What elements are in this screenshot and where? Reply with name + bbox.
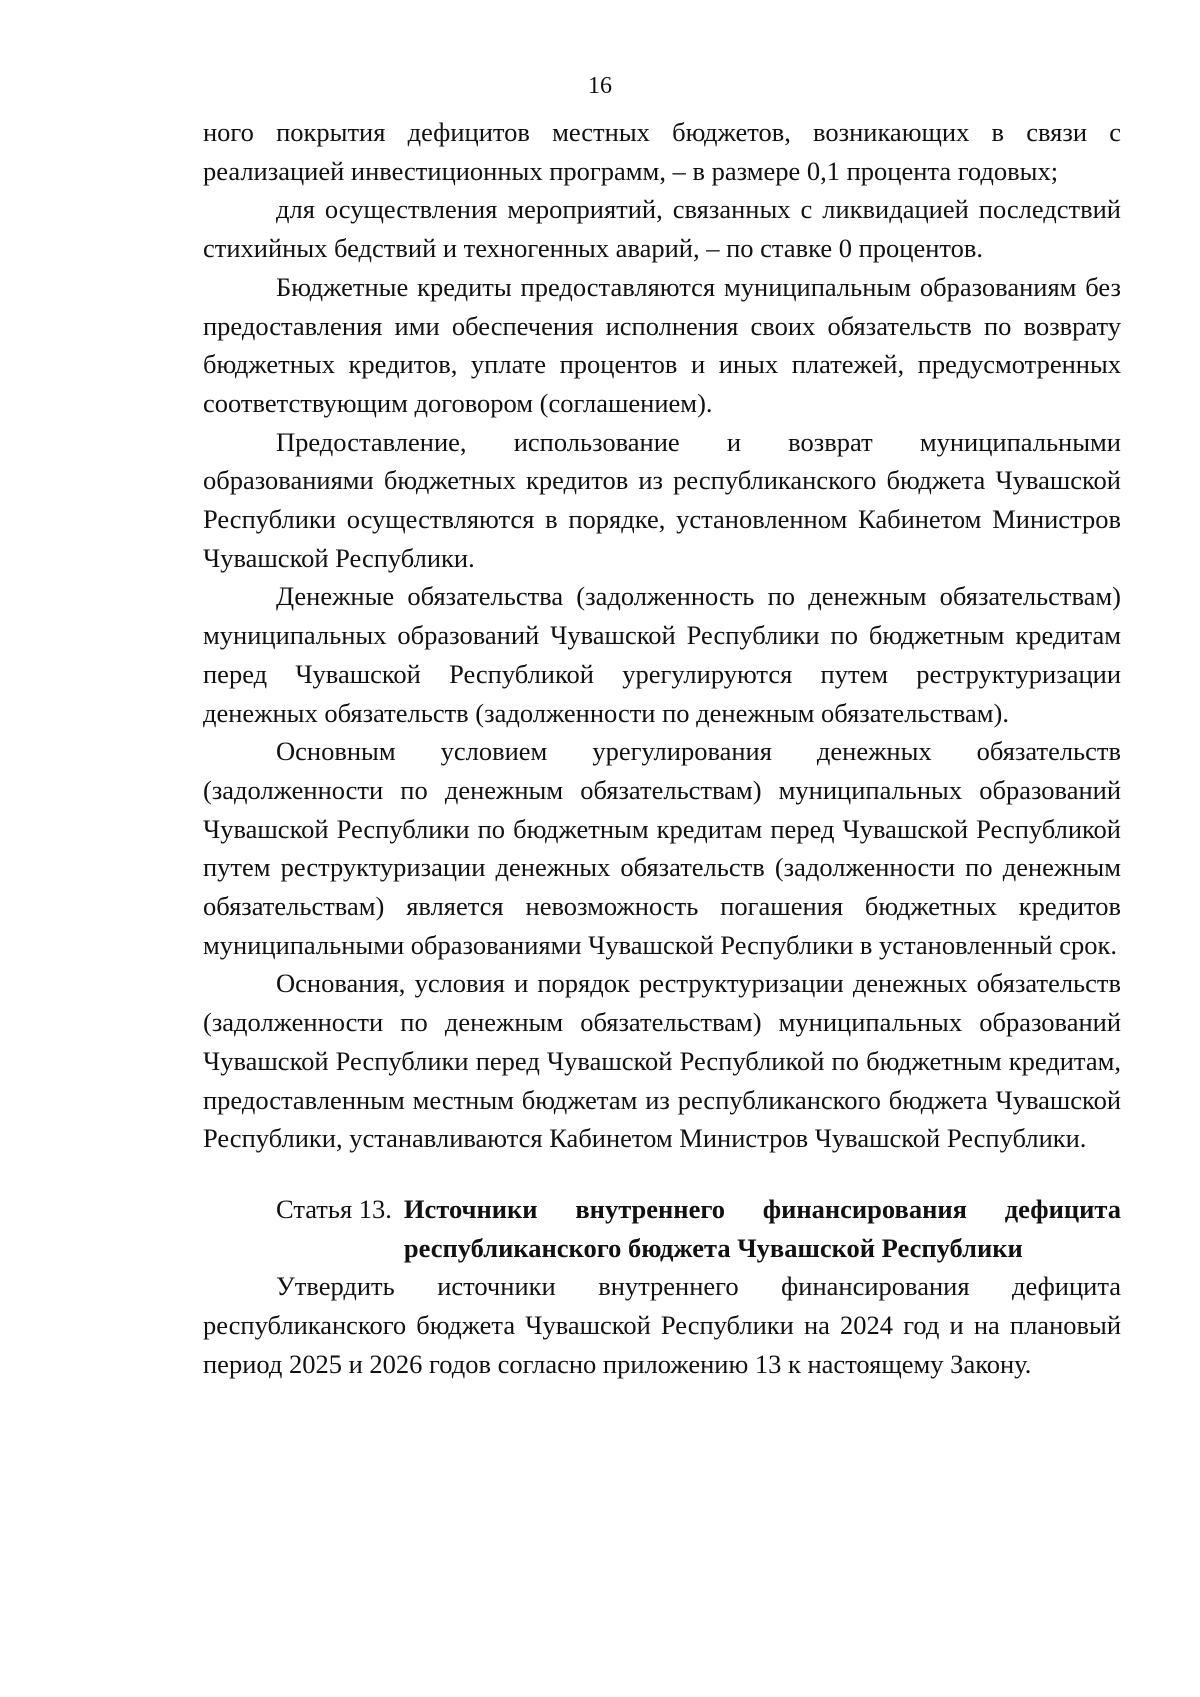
paragraph: Денежные обязательства (задолженность по денежным обязательствам) муниципальных образований Чувашской Республики по бюджетным кредитам перед Чувашской Республикой урегулируются путем реструктуризации денежных обязательств (задолженности по денежным обязательствам). <box>203 581 1121 728</box>
article-number: Статья 13. <box>276 1193 392 1224</box>
paragraph: Предоставление, использование и возврат муниципальными образованиями бюджетных кредитов из республиканского бюджета Чувашской Республики осуществляются в порядке, установленном Кабинетом Министров Чувашской Республики. <box>203 426 1121 573</box>
article-title: Источники внутреннего финансирования дефицита республиканского бюджета Чувашской Республики <box>403 1193 1121 1263</box>
paragraph: Основным условием урегулирования денежных обязательств (задолженности по денежным обязательствам) муниципальных образований Чувашской Республики по бюджетным кредитам перед Чувашской Республикой путем реструктуризации денежных обязательств (задолженности по денежным обязательствам) является невозможность погашения бюджетных кредитов муниципальными образованиями Чувашской Республики в установленный срок. <box>203 736 1121 960</box>
paragraph: Основания, условия и порядок реструктуризации денежных обязательств (задолженности по денежным обязательствам) муниципальных образований Чувашской Республики перед Чувашской Республикой по бюджетным кредитам, предоставленным местным бюджетам из республиканского бюджета Чувашской Республики, устанавливаются Кабинетом Министров Чувашской Республики. <box>203 968 1121 1154</box>
article-text: Утвердить источники внутреннего финансирования дефицита республиканского бюджета Чувашской Республики на 2024 год и на плановый период 2025 и 2026 годов согласно приложению 13 к настоящему Закону. <box>203 1271 1121 1379</box>
document-body <box>203 113 1121 1384</box>
paragraph: Бюджетные кредиты предоставляются муниципальным образованиям без предоставления ими обеспечения исполнения своих обязательств по возврату бюджетных кредитов, уплате процентов и иных платежей, предусмотренных соответствующим договором (соглашением). <box>203 271 1121 418</box>
paragraph-continuation: ного покрытия дефицитов местных бюджетов, возникающих в связи с реализацией инвестиционных программ, – в размере 0,1 процента годовых; <box>203 117 1121 186</box>
page-number: 16 <box>588 73 612 99</box>
paragraph: для осуществления мероприятий, связанных с ликвидацией последствий стихийных бедствий и техногенных аварий, – по ставке 0 процентов. <box>203 194 1121 264</box>
article-heading <box>203 1190 1121 1267</box>
